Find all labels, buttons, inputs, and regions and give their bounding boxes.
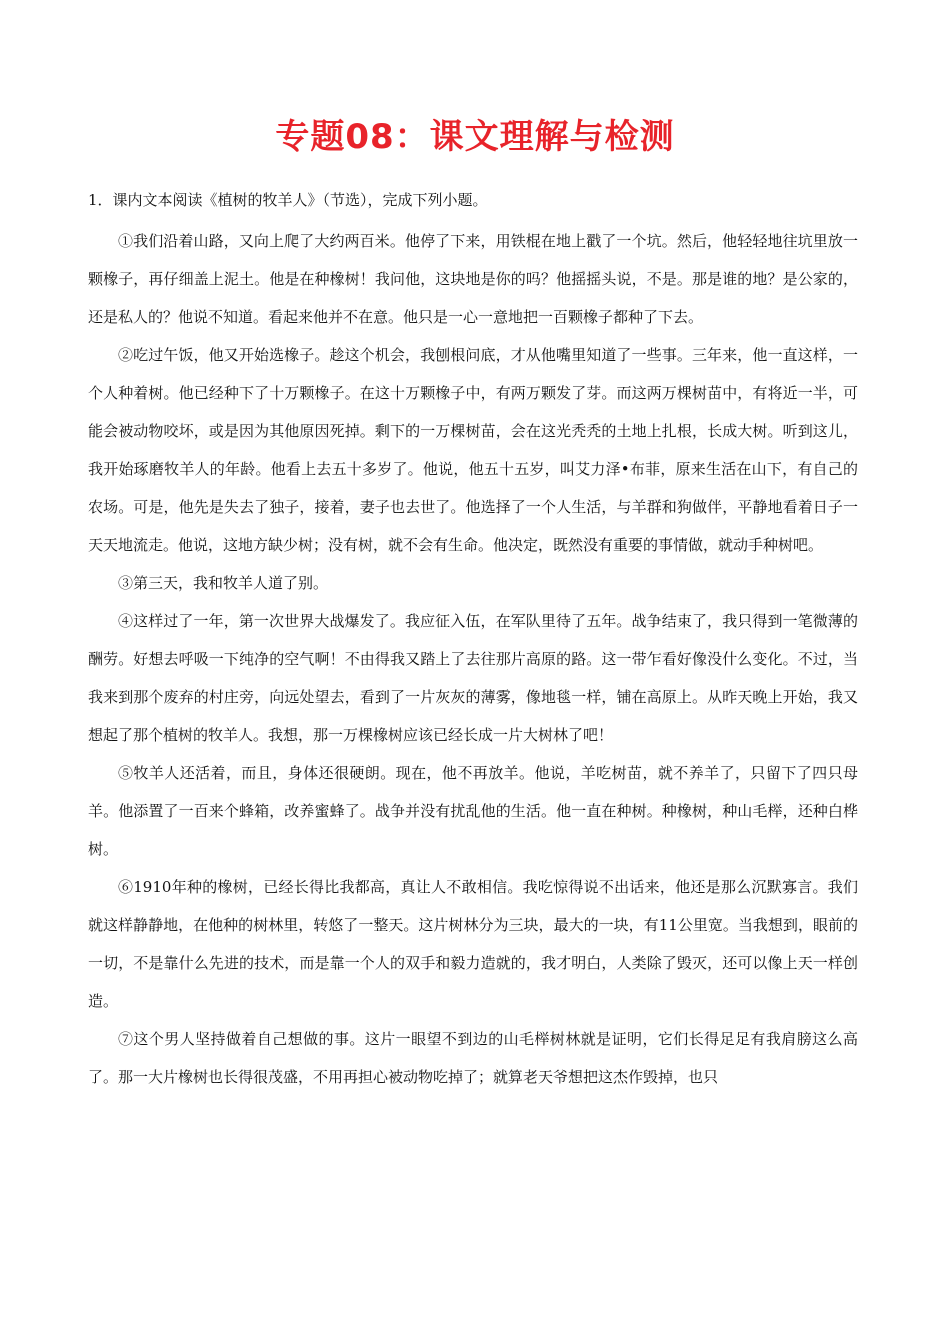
- paragraph-5: ⑤牧羊人还活着，而且，身体还很硬朗。现在，他不再放羊。他说，羊吃树苗，就不养羊了，只留下了四只母羊。他添置了一百来个蜂箱，改养蜜蜂了。战争并没有扰乱他的生活。他一直在种树。种橡树，种山毛榉，还种白桦树。: [88, 764, 858, 858]
- reading-passage: [88, 222, 858, 1096]
- paragraph-7: ⑦这个男人坚持做着自己想做的事。这片一眼望不到边的山毛榉树林就是证明，它们长得足足有我肩膀这么高了。那一大片橡树也长得很茂盛，不用再担心被动物吃掉了；就算老天爷想把这杰作毁掉，也只: [88, 1030, 858, 1086]
- question-intro: 1．课内文本阅读《植树的牧羊人》（节选），完成下列小题。: [88, 191, 488, 209]
- paragraph-1: ①我们沿着山路，又向上爬了大约两百米。他停了下来，用铁棍在地上戳了一个坑。然后，他轻轻地往坑里放一颗橡子，再仔细盖上泥土。他是在种橡树！我问他，这块地是你的吗？他摇摇头说，不是。那是谁的地？是公家的，还是私人的？他说不知道。看起来他并不在意。他只是一心一意地把一百颗橡子都种了下去。: [88, 232, 858, 326]
- page-title: 专题08：课文理解与检测: [275, 117, 675, 157]
- paragraph-6: ⑥1910年种的橡树，已经长得比我都高，真让人不敢相信。我吃惊得说不出话来，他还是那么沉默寡言。我们就这样静静地，在他种的树林里，转悠了一整天。这片树林分为三块，最大的一块，有11公里宽。当我想到，眼前的一切，不是靠什么先进的技术，而是靠一个人的双手和毅力造就的，我才明白，人类除了毁灭，还可以像上天一样创造。: [88, 878, 858, 1010]
- paragraph-2: ②吃过午饭，他又开始选橡子。趁这个机会，我刨根问底，才从他嘴里知道了一些事。三年来，他一直这样，一个人种着树。他已经种下了十万颗橡子。在这十万颗橡子中，有两万颗发了芽。而这两万棵树苗中，有将近一半，可能会被动物咬坏，或是因为其他原因死掉。剩下的一万棵树苗，会在这光秃秃的土地上扎根，长成大树。听到这儿，我开始琢磨牧羊人的年龄。他看上去五十多岁了。他说，他五十五岁，叫艾力泽•布菲，原来生活在山下，有自己的农场。可是，他先是失去了独子，接着，妻子也去世了。他选择了一个人生活，与羊群和狗做伴，平静地看着日子一天天地流走。他说，这地方缺少树；没有树，就不会有生命。他决定，既然没有重要的事情做，就动手种树吧。: [88, 346, 858, 554]
- paragraph-4: ④这样过了一年，第一次世界大战爆发了。我应征入伍，在军队里待了五年。战争结束了，我只得到一笔微薄的酬劳。好想去呼吸一下纯净的空气啊！不由得我又踏上了去往那片高原的路。这一带乍看好像没什么变化。不过，当我来到那个废弃的村庄旁，向远处望去，看到了一片灰灰的薄雾，像地毯一样，铺在高原上。从昨天晚上开始，我又想起了那个植树的牧羊人。我想，那一万棵橡树应该已经长成一片大树林了吧！: [88, 612, 858, 744]
- paragraph-3: ③第三天，我和牧羊人道了别。: [118, 574, 329, 592]
